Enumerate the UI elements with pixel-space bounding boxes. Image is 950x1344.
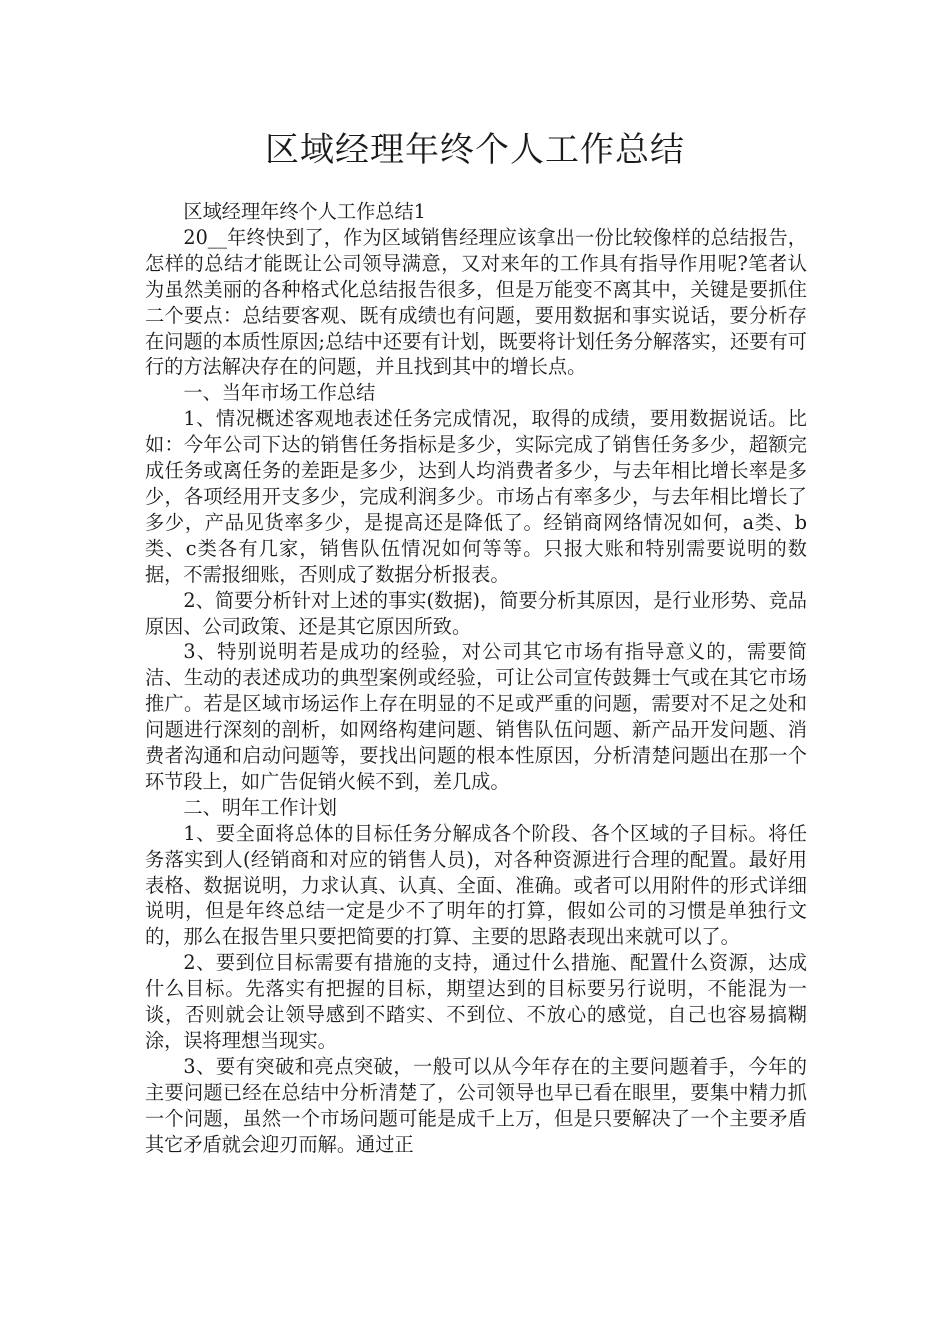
section-heading: 二、明年工作计划 <box>183 795 337 819</box>
section-heading: 一、当年市场工作总结 <box>183 381 376 405</box>
body-paragraph: 3、特别说明若是成功的经验，对公司其它市场有指导意义的，需要简洁、生动的表述成功的典型案例或经验，可让公司宣传鼓舞士气或在其它市场推广。若是区域市场运作上存在明显的不足或严重的问题，需要对不足之处和问题进行深刻的剖析，如网络构建问题、销售队伍问题、新产品开发问题、消费者沟通和启动问题等，要找出问题的根本性原因，分析清楚问题出在那一个环节段上，如广告促销火候不到，差几成。 <box>145 640 807 793</box>
section-subtitle: 区域经理年终个人工作总结1 <box>183 200 426 223</box>
body-paragraph: 1、情况概述客观地表述任务完成情况，取得的成绩，要用数据说话。比如：今年公司下达的销售任务指标是多少，实际完成了销售任务多少，超额完成任务或离任务的差距是多少，达到人均消费者多少，与去年相比增长率是多少，各项经用开支多少，完成利润多少。市场占有率多少，与去年相比增长了多少，产品见货率多少，是提高还是降低了。经销商网络情况如何，a类、b类、c类各有几家，销售队伍情况如何等等。只报大账和特别需要说明的数据，不需报细账，否则成了数据分析报表。 <box>145 407 807 586</box>
body-paragraph: 2、要到位目标需要有措施的支持，通过什么措施、配置什么资源，达成什么目标。先落实有把握的目标，期望达到的目标要另行说明，不能混为一谈，否则就会让领导感到不踏实、不到位、不放心的感觉，自己也容易搞糊涂，误将理想当现实。 <box>145 951 807 1052</box>
document-title: 区域经理年终个人工作总结 <box>265 130 685 170</box>
document-body <box>145 199 807 1158</box>
body-paragraph: 1、要全面将总体的目标任务分解成各个阶段、各个区域的子目标。将任务落实到人(经销商和对应的销售人员)，对各种资源进行合理的配置。最好用表格、数据说明，力求认真、认真、全面、准确。或者可以用附件的形式详细说明，但是年终总结一定是少不了明年的打算，假如公司的习惯是单独行文的，那么在报告里只要把简要的打算、主要的思路表现出来就可以了。 <box>145 821 807 949</box>
body-paragraph: 3、要有突破和亮点突破，一般可以从今年存在的主要问题着手，今年的主要问题已经在总结中分析清楚了，公司领导也早已看在眼里，要集中精力抓一个问题，虽然一个市场问题可能是成千上万，但是只要解决了一个主要矛盾其它矛盾就会迎刃而解。通过正 <box>145 1054 807 1156</box>
body-paragraph: 2、简要分析针对上述的事实(数据)，简要分析其原因，是行业形势、竞品原因、公司政策、还是其它原因所致。 <box>145 588 807 638</box>
intro-paragraph: 20__年终快到了，作为区域销售经理应该拿出一份比较像样的总结报告，怎样的总结才能既让公司领导满意，又对来年的工作具有指导作用呢?笔者认为虽然美丽的各种格式化总结报告很多，但是万能变不离其中，关键是要抓住二个要点：总结要客观、既有成绩也有问题，要用数据和事实说话，要分析存在问题的本质性原因;总结中还要有计划，既要将计划任务分解落实，还要有可行的方法解决存在的问题，并且找到其中的增长点。 <box>145 225 807 379</box>
